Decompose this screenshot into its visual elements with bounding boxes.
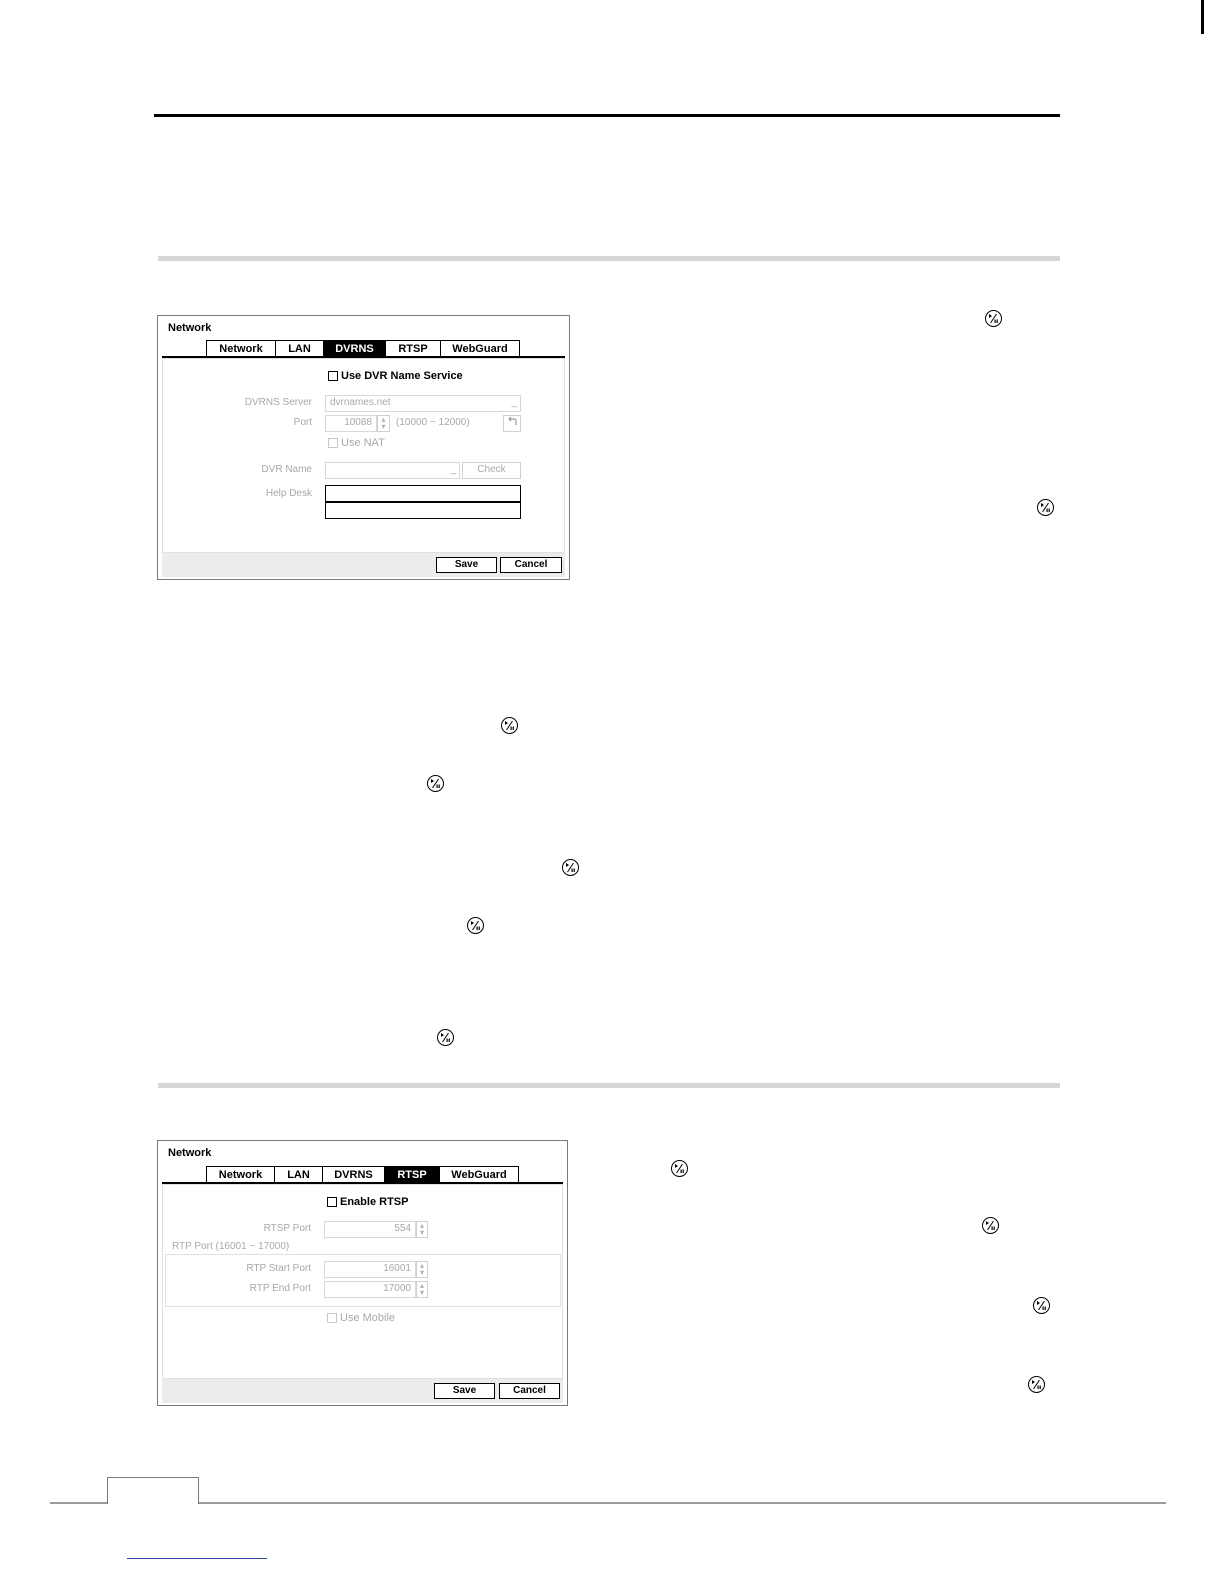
play-pause-button-icon <box>1028 1376 1045 1393</box>
help-desk-label: Help Desk <box>265 488 312 499</box>
footer-rule <box>50 1502 1166 1504</box>
play-pause-button-icon <box>1033 1297 1050 1314</box>
play-pause-button-icon <box>671 1160 688 1177</box>
page-edge-mark <box>1201 0 1204 34</box>
rtp-end-port-label: RTP End Port <box>249 1283 311 1294</box>
save-button[interactable]: Save <box>434 1383 495 1399</box>
dvrns-server-label: DVRNS Server <box>244 397 312 408</box>
use-nat-checkbox[interactable] <box>328 438 338 448</box>
use-nat-option[interactable] <box>328 437 385 449</box>
dvrns-server-value: dvrnames.net <box>330 397 391 408</box>
play-pause-button-icon <box>1037 499 1054 516</box>
port-label: Port <box>293 417 312 428</box>
dvr-name-label: DVR Name <box>261 464 312 475</box>
tab-rtsp[interactable]: RTSP <box>384 1166 440 1183</box>
cancel-button[interactable]: Cancel <box>500 557 562 573</box>
tab-dvrns[interactable]: DVRNS <box>322 1166 385 1183</box>
dropdown-indicator: _ <box>511 397 517 408</box>
port-range-text: (10000 ~ 12000) <box>396 417 470 428</box>
play-pause-button-icon <box>427 775 444 792</box>
rtp-end-spin-arrows-icon[interactable]: ▴ ▾ <box>416 1281 428 1298</box>
tab-webguard[interactable]: WebGuard <box>440 340 520 357</box>
rtp-port-group-label: RTP Port (16001 ~ 17000) <box>172 1241 290 1252</box>
save-button[interactable]: Save <box>436 557 497 573</box>
page-number-tab <box>107 1477 199 1504</box>
rtp-start-port-label: RTP Start Port <box>246 1263 311 1274</box>
play-pause-button-icon <box>467 917 484 934</box>
rtsp-port-label: RTSP Port <box>263 1223 311 1234</box>
rtsp-port-value: 554 <box>394 1223 411 1234</box>
enable-rtsp-option[interactable] <box>327 1196 408 1208</box>
tab-bar <box>206 1166 518 1183</box>
help-desk-field-2[interactable] <box>325 502 521 519</box>
check-button[interactable]: Check <box>462 462 521 479</box>
play-pause-button-icon <box>982 1217 999 1234</box>
use-nat-label: Use NAT <box>341 437 385 449</box>
enable-rtsp-label: Enable RTSP <box>340 1196 409 1208</box>
tab-lan[interactable]: LAN <box>274 1166 323 1183</box>
rtp-end-port-value: 17000 <box>383 1283 411 1294</box>
play-pause-button-icon <box>562 859 579 876</box>
use-dvrns-option[interactable] <box>328 370 463 382</box>
port-value: 10088 <box>344 417 372 428</box>
use-mobile-label: Use Mobile <box>340 1312 396 1324</box>
use-dvrns-checkbox[interactable] <box>328 371 338 381</box>
dialog-title: Network <box>168 1147 212 1159</box>
cancel-button[interactable]: Cancel <box>499 1383 560 1399</box>
dvrns-setup-dialog <box>157 315 570 580</box>
rtp-start-port-value: 16001 <box>383 1263 411 1274</box>
help-desk-field-1[interactable] <box>325 485 521 502</box>
header-rule <box>154 114 1060 117</box>
dvrns-server-field[interactable] <box>325 395 521 412</box>
play-pause-button-icon <box>985 310 1002 327</box>
play-pause-button-icon <box>437 1029 454 1046</box>
use-mobile-checkbox[interactable] <box>327 1313 337 1323</box>
rtp-end-port-field[interactable] <box>324 1281 416 1298</box>
enable-rtsp-checkbox[interactable] <box>327 1197 337 1207</box>
port-spin-arrows-icon[interactable]: ▴ ▾ <box>377 415 390 432</box>
revert-arrow-icon[interactable] <box>503 415 521 432</box>
rtp-start-spin-arrows-icon[interactable]: ▴ ▾ <box>416 1261 428 1278</box>
tab-rtsp[interactable]: RTSP <box>385 340 441 357</box>
use-dvrns-label: Use DVR Name Service <box>341 370 463 382</box>
tab-network[interactable]: Network <box>206 340 276 357</box>
text-cursor-mark: _ <box>450 464 456 475</box>
section-divider-2 <box>158 1083 1060 1088</box>
section-divider-1 <box>158 256 1060 261</box>
dialog-title: Network <box>168 322 212 334</box>
tab-lan[interactable]: LAN <box>275 340 324 357</box>
tab-dvrns[interactable]: DVRNS <box>323 340 386 357</box>
tab-network[interactable]: Network <box>206 1166 275 1183</box>
dialog-body <box>162 358 565 553</box>
rtp-start-port-field[interactable] <box>324 1261 416 1278</box>
play-pause-button-icon <box>501 717 518 734</box>
rtsp-port-field[interactable] <box>324 1221 416 1238</box>
footer-underline <box>127 1558 267 1559</box>
tab-webguard[interactable]: WebGuard <box>439 1166 519 1183</box>
rtsp-setup-dialog <box>157 1140 568 1406</box>
port-field[interactable] <box>325 415 377 432</box>
use-mobile-option[interactable] <box>327 1312 395 1324</box>
rtsp-port-spin-arrows-icon[interactable]: ▴ ▾ <box>416 1221 428 1238</box>
dvr-name-field[interactable] <box>325 462 460 479</box>
tab-bar <box>206 340 519 357</box>
